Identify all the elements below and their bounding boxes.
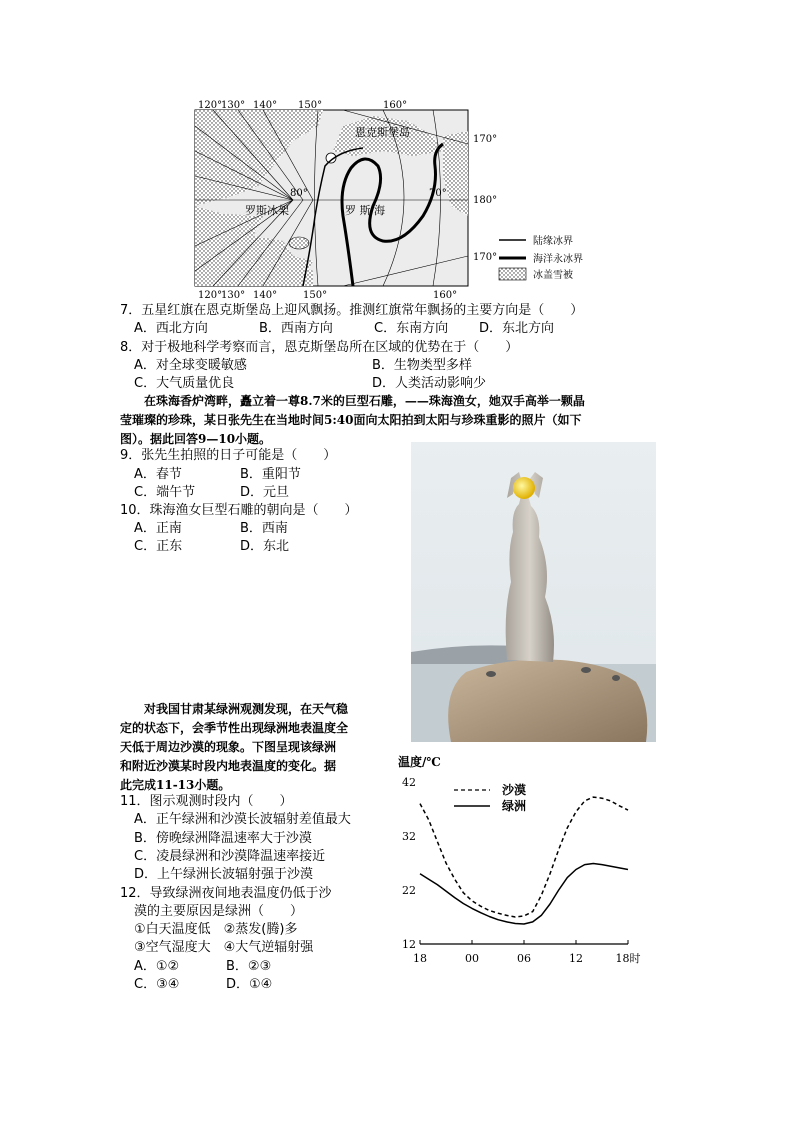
temperature-chart — [392, 750, 662, 975]
ross-sea-map — [193, 96, 603, 301]
y-axis-label: 温度/℃ — [398, 755, 441, 769]
island-label: 恩克斯堡岛 — [355, 126, 410, 139]
x-tick-label: 00 — [465, 952, 479, 965]
map-lon-label: 150° — [298, 100, 323, 111]
legend-label: 陆缘冰界 — [533, 236, 573, 247]
fisher-girl-statue-photo — [411, 442, 656, 742]
q8-option-a: A．对全球变暖敏感 — [134, 358, 247, 373]
passage-1 — [120, 392, 680, 449]
map-lon-label: 150° — [303, 290, 328, 301]
map-lon-label: 140° — [253, 100, 278, 111]
x-tick-label: 06 — [517, 952, 531, 965]
q11-option-b: B．傍晚绿洲降温速率大于沙漠 — [134, 831, 312, 846]
q11-option-c: C．凌晨绿洲和沙漠降温速率接近 — [134, 849, 326, 864]
passage-2 — [120, 700, 380, 795]
q7-option-a: A．西北方向 — [134, 321, 208, 336]
y-tick-label: 32 — [402, 830, 416, 843]
legend-oasis-label: 绿洲 — [502, 799, 527, 813]
map-lon-label: 130° — [221, 100, 246, 111]
pearl-sun — [513, 477, 535, 499]
passage-line: 定的状态下，会季节性出现绿洲地表温度全 — [120, 721, 349, 735]
desert-series-line — [420, 797, 628, 917]
passage-line: 图）。据此回答9—10小题。 — [120, 432, 272, 446]
q10-option-a: A．正南 — [134, 521, 182, 536]
question-12-stem: 12．导致绿洲夜间地表温度仍低于沙 — [120, 886, 332, 901]
map-lon-label: 140° — [253, 290, 278, 301]
passage-line: 莹璀璨的珍珠，某日张先生在当地时间5:40面向太阳拍到太阳与珍珠重影的照片（如下 — [120, 413, 582, 427]
map-lon-label: 160° — [383, 100, 408, 111]
passage-line: 对我国甘肃某绿洲观测发现，在天气稳 — [120, 702, 349, 716]
passage-line: 天低于周边沙漠的现象。下图呈现该绿洲 — [120, 740, 337, 754]
q10-option-b: B．西南 — [240, 521, 288, 536]
legend-label: 海洋永冰界 — [533, 254, 583, 265]
map-lat-label: 180° — [473, 195, 498, 206]
question-12-stem-cont: 漠的主要原因是绿洲（ ） — [134, 904, 304, 919]
question-8-stem: 8．对于极地科学考察而言，恩克斯堡岛所在区域的优势在于（ ） — [120, 340, 519, 355]
passage-line: 此完成11-13小题。 — [120, 778, 231, 792]
q8-option-c: C．大气质量优良 — [134, 376, 235, 391]
x-tick-label: 12 — [569, 952, 583, 965]
q12-option-c: C．③④ — [134, 977, 180, 992]
q9-option-a: A．春节 — [134, 467, 182, 482]
map-lat-label: 70° — [429, 188, 447, 199]
map-lon-label: 160° — [433, 290, 458, 301]
q9-option-b: B．重阳节 — [240, 467, 301, 482]
map-lon-label: 120° — [198, 100, 223, 111]
map-lon-label: 120° — [198, 290, 223, 301]
question-11-stem: 11．图示观测时段内（ ） — [120, 794, 293, 809]
q10-option-d: D．东北 — [240, 539, 290, 554]
q7-option-b: B．西南方向 — [259, 321, 333, 336]
x-tick-label: 18时 — [615, 952, 641, 965]
y-tick-label: 12 — [402, 938, 416, 951]
q7-option-d: D．东北方向 — [479, 321, 555, 336]
question-7-stem: 7．五星红旗在恩克斯堡岛上迎风飘扬。推测红旗常年飘扬的主要方向是（ ） — [120, 303, 584, 318]
q8-option-d: D．人类活动影响少 — [372, 376, 487, 391]
q12-option-a: A．①② — [134, 959, 180, 974]
y-tick-label: 22 — [402, 884, 416, 897]
passage-line: 和附近沙漠某时段内地表温度的变化。据 — [120, 759, 337, 773]
q9-option-d: D．元旦 — [240, 485, 290, 500]
q9-option-c: C．端午节 — [134, 485, 196, 500]
q12-option-d: D．①④ — [226, 977, 273, 992]
q7-option-c: C．东南方向 — [374, 321, 449, 336]
y-tick-label: 42 — [402, 776, 416, 789]
question-10-stem: 10．珠海渔女巨型石雕的朝向是（ ） — [120, 503, 358, 518]
legend-label: 冰盖雪被 — [533, 270, 573, 281]
question-9-stem: 9．张先生拍照的日子可能是（ ） — [120, 448, 337, 463]
q10-option-c: C．正东 — [134, 539, 183, 554]
q8-option-b: B．生物类型多样 — [372, 358, 472, 373]
oasis-series-line — [420, 864, 628, 925]
sea-label: 罗 斯 海 — [345, 204, 385, 217]
q11-option-d: D．上午绿洲长波辐射强于沙漠 — [134, 867, 314, 882]
x-tick-label: 18 — [413, 952, 427, 965]
map-lat-label: 80° — [290, 188, 308, 199]
legend-desert-label: 沙漠 — [502, 783, 527, 797]
q12-items: ③空气湿度大 ④大气逆辐射强 — [134, 940, 314, 955]
map-lon-label: 130° — [221, 290, 246, 301]
q12-items: ①白天温度低 ②蒸发(腾)多 — [134, 922, 298, 937]
passage-line: 在珠海香炉湾畔，矗立着一尊8.7米的巨型石雕，——珠海渔女，她双手高举一颗晶 — [120, 394, 585, 408]
q11-option-a: A．正午绿洲和沙漠长波辐射差值最大 — [134, 812, 351, 827]
map-lat-label: 170° — [473, 252, 498, 263]
ice-shelf-label: 罗斯冰架 — [245, 204, 289, 217]
map-lat-label: 170° — [473, 134, 498, 145]
q12-option-b: B．②③ — [226, 959, 272, 974]
